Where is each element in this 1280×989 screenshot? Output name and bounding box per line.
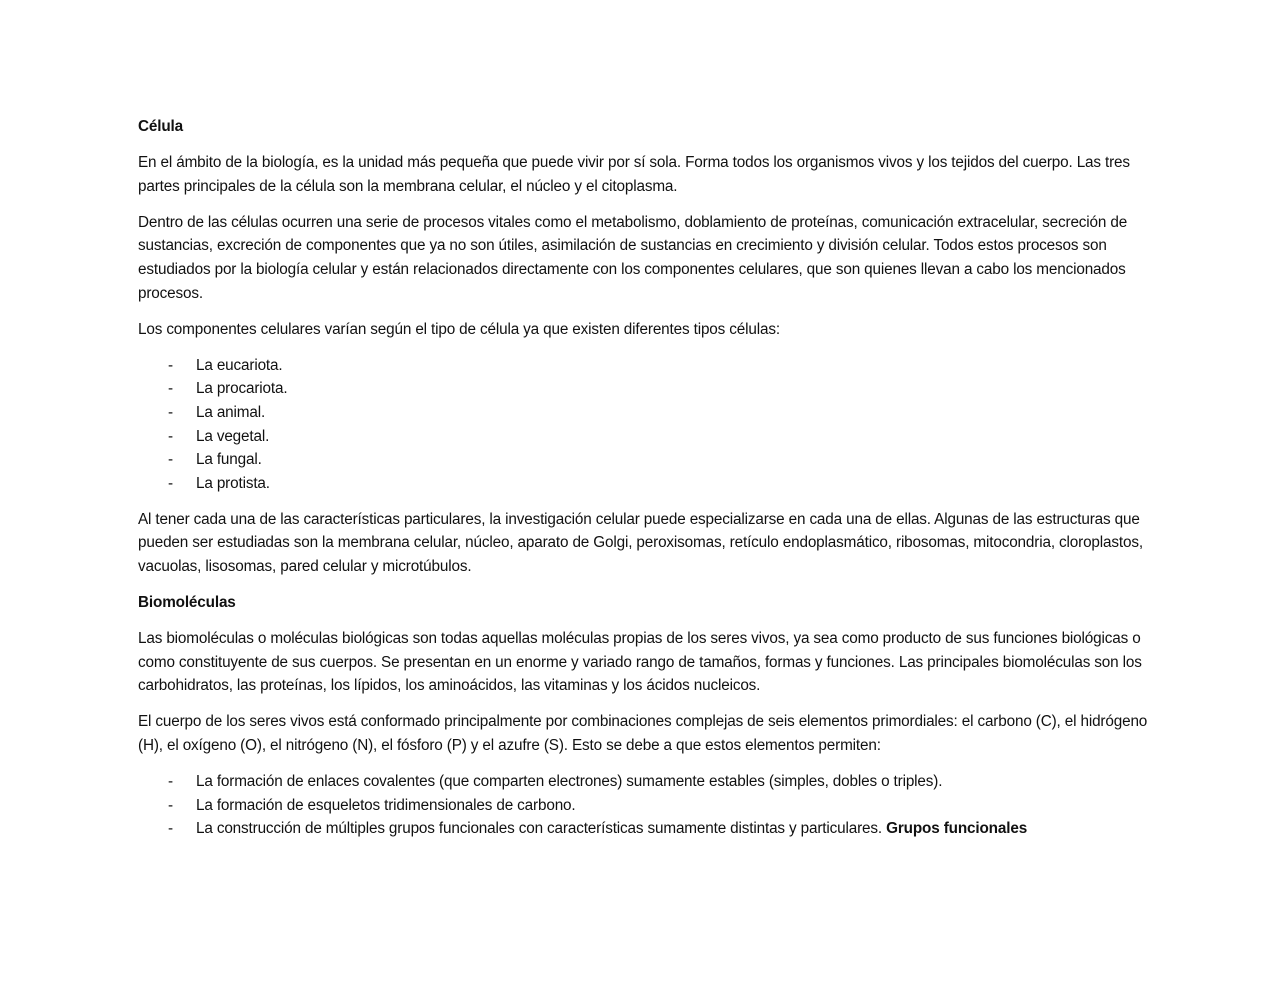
list-item-text: La fungal. xyxy=(196,451,262,469)
element-properties-list xyxy=(138,770,1148,841)
list-item-text: La construcción de múltiples grupos funcionales con características sumamente distintas y particulares. xyxy=(196,820,882,838)
paragraph-primordial-elements: El cuerpo de los seres vivos está conformado principalmente por combinaciones complejas de seis elementos primordiales: el carbono (C), el hidrógeno (H), el oxígeno (O), el nitrógeno (N), el fósforo (P) y el azufre (S). Esto se debe a que estos elementos permiten: xyxy=(138,713,1148,755)
list-item xyxy=(138,354,1148,378)
list-dash: - xyxy=(168,380,173,398)
list-item xyxy=(138,770,1148,794)
list-dash: - xyxy=(168,773,173,791)
list-item-text: La animal. xyxy=(196,403,266,421)
list-dash: - xyxy=(168,820,173,838)
list-item xyxy=(138,472,1148,496)
heading-biomoleculas: Biomoléculas xyxy=(138,594,236,612)
list-item xyxy=(138,377,1148,401)
cell-types-list xyxy=(138,354,1148,496)
list-item-text: La formación de esqueletos tridimensionales de carbono. xyxy=(196,796,576,814)
document-page xyxy=(138,115,1148,853)
list-dash: - xyxy=(168,356,173,374)
heading-grupos-funcionales: Grupos funcionales xyxy=(886,820,1028,838)
list-dash: - xyxy=(168,796,173,814)
paragraph-cell-components: Los componentes celulares varían según el tipo de célula ya que existen diferentes tipos células: xyxy=(138,320,780,338)
list-item xyxy=(138,401,1148,425)
list-item xyxy=(138,448,1148,472)
list-dash: - xyxy=(168,451,173,469)
paragraph-cell-structures: Al tener cada una de las características particulares, la investigación celular puede especializarse en cada una de ellas. Algunas de las estructuras que pueden ser estudiadas son la membrana celular, núcleo, aparato de Golgi, peroxisomas, retículo endoplasmático, ribosomas, mitocondria, cloroplastos, vacuolas, lisosomas, pared celular y microtúbulos. xyxy=(138,510,1143,575)
list-item-text: La formación de enlaces covalentes (que comparten electrones) sumamente estables (simples, dobles o triples). xyxy=(196,773,943,791)
list-item xyxy=(138,794,1148,818)
list-dash: - xyxy=(168,474,173,492)
list-item xyxy=(138,425,1148,449)
list-item-text: La eucariota. xyxy=(196,356,283,374)
paragraph-celula-definition: En el ámbito de la biología, es la unidad más pequeña que puede vivir por sí sola. Forma todos los organismos vivos y los tejidos del cuerpo. Las tres partes principales de la célula son la membrana celular, el núcleo y el citoplasma. xyxy=(138,154,1130,195)
list-dash: - xyxy=(168,427,173,445)
list-dash: - xyxy=(168,403,173,421)
list-item xyxy=(138,817,1148,841)
paragraph-biomolecules-definition: Las biomoléculas o moléculas biológicas son todas aquellas moléculas propias de los seres vivos, ya sea como producto de sus funciones biológicas o como constituyente de sus cuerpos. Se presentan en un enorme y variado rango de tamaños, formas y funciones. Las principales biomoléculas son los carbohidratos, las proteínas, los lípidos, los aminoácidos, las vitaminas y los ácidos nucleicos. xyxy=(138,630,1142,695)
paragraph-cell-processes: Dentro de las células ocurren una serie de procesos vitales como el metabolismo, doblamiento de proteínas, comunicación extracelular, secreción de sustancias, excreción de componentes que ya no son útiles, asimilación de sustancias en crecimiento y división celular. Todos estos procesos son estudiados por la biología celular y están relacionados directamente con los componentes celulares, que son quienes llevan a cabo los mencionados procesos. xyxy=(138,213,1128,302)
list-item-text: La procariota. xyxy=(196,380,288,398)
list-item-text: La protista. xyxy=(196,474,270,492)
heading-celula: Célula xyxy=(138,118,184,135)
list-item-text: La vegetal. xyxy=(196,427,270,445)
